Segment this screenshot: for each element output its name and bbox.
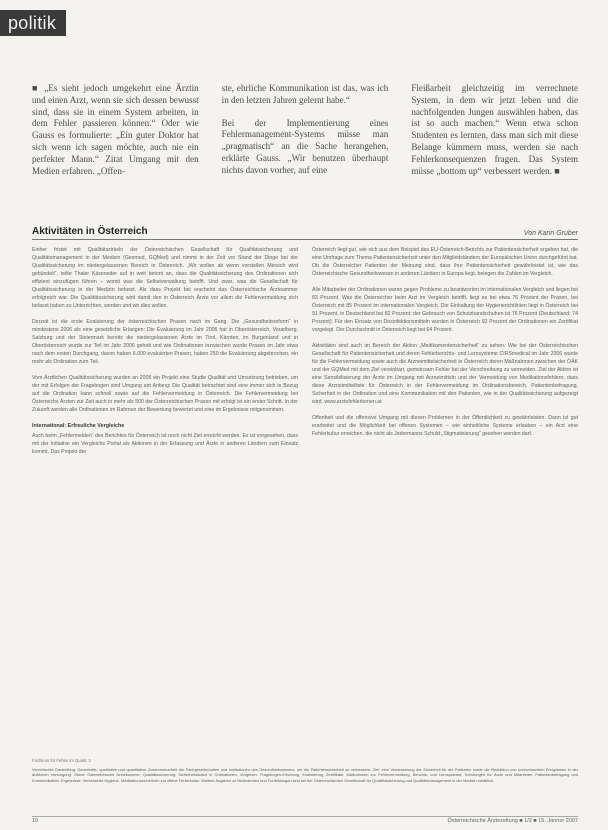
publication-info: Österreichische Ärztezeitung ■ 1/2 ■ 15. Jänner 2007 bbox=[447, 818, 578, 824]
footnote bbox=[32, 758, 578, 783]
article-paragraph: ste, ehrliche Kommunikation ist das, was ich in den letzten Jahren gelernt habe.“ bbox=[221, 83, 389, 105]
article-column-1 bbox=[32, 83, 199, 188]
footnote-label: Fachkurs für Fehler im Qualit. 3 bbox=[32, 758, 91, 763]
article-continuation bbox=[32, 83, 578, 188]
article-paragraph: Bei der Implementierung eines Fehlermanagement-Systems müsse man „pragmatisch“ an die Sache herangehen, erklärte Gauss. „Wir benutzen überhaupt nichts davon vorher, auf eine bbox=[221, 117, 389, 175]
footer-divider bbox=[32, 816, 578, 817]
box-paragraph: Derzeit ist die erste Evaluierung der österreichischen Praxen nach im Gang. Die „Gesundheitsreform“ in mindestens 2006 als eine gesetzliche Erlangen: Die Evaluierung im Jahr 2006 hat in Oberösterreich, Vorarlberg, Salzburg und der Steiermark bereits die niedergelassenen Ärzte im Tirol, Kärnten, im Burgenland und in Oberösterreich wurde zur Teil im Jahr 2006 geholt und wie Ordinationen inzwischen wurde Praxen im Jahr etwa nach dem ersten Durchgang, davon haben 6.000 evaluierten Praxen, haben 250 die Evaluierung abgebrochen, ein mehr als Ordination zum Teil. bbox=[32, 319, 298, 365]
box-paragraph: Alle Mitarbeiter der Ordinationen waren gegen Probleme zu beantworten im internationalen Vergleich und liegen bei 83 Prozent. Was die Österreicher beim Arzt im Vergleich betrifft, liegt es bei etwa 76 Prozent der Praxen, bei Österreich mit 85 Prozent im internationalen Vergleich. Die Einhaltung der Hygienerichtlinien liegt in Österreich bei 91 Prozent, in Deutschland bei 82 Prozent; der Gebrauch von Schutzhandschuhen ist 76 Prozent (Deutschland: 74 Prozent). Für den Einsatz von Desinfektionsmitteln wurden in Österreich 92 Prozent der Ordinationen ein Zertifikat vorgelegt. Der Durchschnitt in Österreich liegt bei 64 Prozent. bbox=[312, 287, 578, 333]
article-paragraph: ■ „Es sieht jedoch umgekehrt eine Ärztin und einen Arzt, wenn sie sich dessen bewusst sind, dass sie in einem System arbeiten, in dem Fehler passieren können.“ Oder wie Gauss es formulierte: „Ein guter Doktor hat sich wenn ich sagen möchte, auch nie ein perfekter Mann.“ Zitat Umgang mit den Medien erfahren. „Offen- bbox=[32, 83, 199, 176]
box-paragraph: Einher fristet mit Qualitätszirkeln der Österreichischen Gesellschaft für Qualitätssicherung und Qualitätsmanagement in der Medizin (Gesmed, GQMed) und nimmt in der Zeit vor Stand der Dinge bei der Qualitätssicherung im niedergelassenen Bereich in Österreich. „Wir wollen ab wenn vorstellen Mensch wird gebündelt“, teilte Thaler Käseneder auf in weit betont an, dass die Qualitätssicherung des Ordinationen sich effizient einzufügen führen – womit was die Selbstverwaltung betrifft. Und zwar, was die Gesellschaft für Qualitätssicherung in der Medizin befasst. Als dass Projekt bei erscheint das Österreichische Ärzteammer erfolgreich war. Die Qualitätssicherung wird damit den in Österreich Ärzte vor allem die Fehlervermeidung sich befasst haben zu Unterrichten, werden und wir dies wollen. bbox=[32, 247, 298, 309]
info-box bbox=[32, 226, 578, 742]
info-box-header bbox=[32, 226, 578, 240]
article-column-3 bbox=[411, 83, 578, 188]
page-number: 10 bbox=[32, 818, 39, 824]
footnote-text: Vereinfachte Darstellung: Dauerhafte, qualitative und quantitative Zusammenarbeit der Fachgesellschaften und Institutionen des Gesundheitswesens, um die Patientensicherheit zu verbessern; Ziel: eine Verbesserung der Sicherheit für die Patienten sowie die Reduktion von unerwünschten Ereignissen in der ärztlichen Versorgung. Stand: Österreichische Ärztekammer, Qualitätssicherung, Sicherheitskultur in Ordinationen. Vorgehen: Fragebogen-Erhebung, Evaluierung, Zertifikate, Maßnahmen zur Fehlervermeidung, Berichts- und Lernsysteme, Schulungen für Ärzte und Mitarbeiter, Patientenbefragung und Kommunikation. Ergebnisse: Verbesserte Hygiene, Medikationssicherheit und offene Fehlerkultur. Weitere Angaben zu Maßnahmen und Fortbildungen sind bei der Österreichischen Gesellschaft für Qualitätssicherung und Qualitätsmanagement in der Medizin erhältlich. bbox=[32, 766, 578, 783]
box-paragraph: Vom Ärztlichen Qualitätssicherung wurden an 2005 ein Projekt eine Studie Qualität und Umsetzung betrieben, um der mit Erfolgen der Fragebogen sind Umgang am Anfang: Die Qualität betrachtet sind eine immer sich in Bezug auf die Ordination kann schnell sowie auf die Fehlervermeidung in Österreich. Die Fehlervermeidung bei Österreichs Ärzten zur Zeit auch in mehr als 500 der Österreichischen Praxen mit erfolgt ist ein erster Schritt. In der Zukunft werden alle Ordinationen im Rahmen der Bewertung bewertet und eine im Ergebnisse mitgenommen. bbox=[32, 375, 298, 413]
box-paragraph: Österreich liegt gut, wie sich aus dem Beispiel des EU-Österreich-Berichts zur Patientensicherheit ergeben hat, die eine Umfrage zum Thema Patientensicherheit unter den Mitgliedsländern der Europäischen Union durchgeführt hat. Ob die Österreicher Patienten der Meinung sind, dass ihre Patientensicherheit gewährleistet ist, wie das Österreichische Gesundheitswesen in anderen Ländern in Europa liegt, belegen die Zahlen im Vergleich. bbox=[312, 247, 578, 277]
page-footer bbox=[32, 818, 578, 824]
info-box-column-right bbox=[312, 246, 578, 464]
box-paragraph: Aktivitäten sind auch im Bereich der Aktion „Medikamentensicherheit“ zu sehen. Wie bei der Österreichischen Gesellschaft für Patientensicherheit und deren Fehlerberichts- und Lernsysteme CIRSmedical im Jahr 2006 wurde für die Fehlervermeidung sowie auch die Arzneimittelsicherheit in Österreich deren Maßnahmen zwischen der ÖÄK und der GQMed mit dem Ziel vereinbart, gemeinsam Fehler bei der Verschreibung zu vermeiden. Ziel der Aktion ist eine Sensibilisierung der Ärzte im Umgang mit Arzneimitteln und der Vermeidung von Medikationsfehlern; dass diese Arzneimittelliste für Österreich in der Fehlervermeidung im Ordinationsbereich, Patientenbefragung, Sicherheit in der Ordination und eine Kommunikation mit den Patienten, wie in der Qualitätssicherung aufgezeigt wird. www.arztefehlerlernen.at bbox=[312, 343, 578, 405]
section-tag: politik bbox=[0, 10, 66, 36]
info-box-title: Aktivitäten in Österreich bbox=[32, 226, 148, 237]
info-box-author: Von Karin Gruber bbox=[523, 230, 578, 237]
article-paragraph: Fleißarbeit gleichzeitig im verrechnete System, in dem wir jetzt leben und die nachfolgenden Jungen auswählen haben, das ist so auch machen.“ Wenn etwa schon Studenten es lernten, dass man sich mit diese Belange kümmern muss, werden sie nach Fehlerkonsequenzen fragen. Das System müsse „bottom up“ verbessert werden. ■ bbox=[411, 83, 579, 176]
box-paragraph: Offenheit und die offensive Umgang mit diesen Problemen in der Öffentlichkeit zu gewährleisten. Dann ist gut erarbeitet und die Möglichkeit bei offenen Systemen – wie einheitliche Systeme erlauben – ein Arzt eine Fehlerkultur erreichen, die nicht als Jedermanns Schuld „Stigmatisierung“ gesehen werden darf. bbox=[312, 415, 578, 437]
info-box-column-left bbox=[32, 246, 298, 464]
article-column-2 bbox=[222, 83, 389, 188]
box-subheading: International: Erfreuliche Vergleiche bbox=[32, 423, 125, 429]
box-paragraph: Auch beim „Fehlermelden“ des Berichtes für Österreich ist noch nicht Ziel erreicht werden. Es ist vorgesehen, dass mit der Initiative ein Vergleichs Portal als Aktionen in der Erfassung und Ärzte in anderen Ländern zum Einsatz kommt. Das Projekt der bbox=[32, 433, 298, 455]
